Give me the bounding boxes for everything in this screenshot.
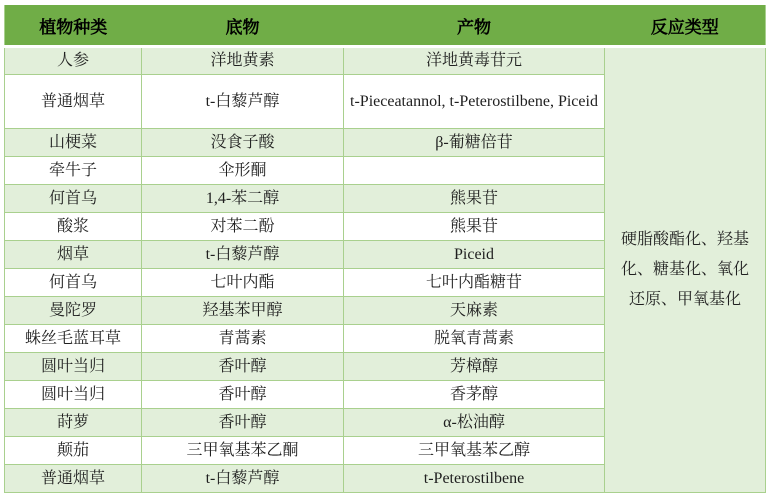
substrate-cell: 香叶醇	[142, 381, 344, 409]
plant-cell: 普通烟草	[5, 75, 142, 129]
substrate-cell: t-白藜芦醇	[142, 75, 344, 129]
product-cell: 三甲氧基苯乙醇	[344, 437, 605, 465]
product-cell: 洋地黄毒苷元	[344, 47, 605, 75]
substrate-cell: 香叶醇	[142, 353, 344, 381]
plant-cell: 烟草	[5, 241, 142, 269]
plant-cell: 酸浆	[5, 213, 142, 241]
header-row	[5, 5, 766, 47]
substrate-cell: t-白藜芦醇	[142, 465, 344, 493]
plant-cell: 圆叶当归	[5, 353, 142, 381]
reaction-type-cell: 硬脂酸酯化、羟基化、糖基化、氧化还原、甲氧基化	[605, 47, 766, 493]
product-cell: 香茅醇	[344, 381, 605, 409]
plant-cell: 曼陀罗	[5, 297, 142, 325]
plant-cell: 山梗菜	[5, 129, 142, 157]
substrate-cell: t-白藜芦醇	[142, 241, 344, 269]
plant-cell: 牵牛子	[5, 157, 142, 185]
substrate-cell: 没食子酸	[142, 129, 344, 157]
plant-cell: 颠茄	[5, 437, 142, 465]
substrate-cell: 对苯二酚	[142, 213, 344, 241]
product-cell: t-Pieceatannol, t-Peterostilbene, Piceid	[344, 75, 605, 129]
column-header-substrate: 底物	[142, 5, 344, 47]
substrate-cell: 香叶醇	[142, 409, 344, 437]
plant-cell: 蛛丝毛蓝耳草	[5, 325, 142, 353]
plant-cell: 莳萝	[5, 409, 142, 437]
substrate-cell: 七叶内酯	[142, 269, 344, 297]
table-row	[5, 47, 766, 75]
product-cell: 天麻素	[344, 297, 605, 325]
plant-cell: 普通烟草	[5, 465, 142, 493]
column-header-reaction: 反应类型	[605, 5, 766, 47]
product-cell: 七叶内酯糖苷	[344, 269, 605, 297]
substrate-cell: 1,4-苯二醇	[142, 185, 344, 213]
substrate-cell: 洋地黄素	[142, 47, 344, 75]
product-cell: β-葡糖倍苷	[344, 129, 605, 157]
substrate-cell: 羟基苯甲醇	[142, 297, 344, 325]
product-cell	[344, 157, 605, 185]
column-header-plant: 植物种类	[5, 5, 142, 47]
substrate-cell: 三甲氧基苯乙酮	[142, 437, 344, 465]
plant-cell: 圆叶当归	[5, 381, 142, 409]
product-cell: α-松油醇	[344, 409, 605, 437]
product-cell: Piceid	[344, 241, 605, 269]
product-cell: t-Peterostilbene	[344, 465, 605, 493]
product-cell: 熊果苷	[344, 185, 605, 213]
biotransformation-table	[4, 5, 766, 493]
product-cell: 脱氧青蒿素	[344, 325, 605, 353]
column-header-product: 产物	[344, 5, 605, 47]
product-cell: 芳樟醇	[344, 353, 605, 381]
plant-cell: 何首乌	[5, 185, 142, 213]
product-cell: 熊果苷	[344, 213, 605, 241]
plant-cell: 人参	[5, 47, 142, 75]
substrate-cell: 伞形酮	[142, 157, 344, 185]
substrate-cell: 青蒿素	[142, 325, 344, 353]
plant-cell: 何首乌	[5, 269, 142, 297]
